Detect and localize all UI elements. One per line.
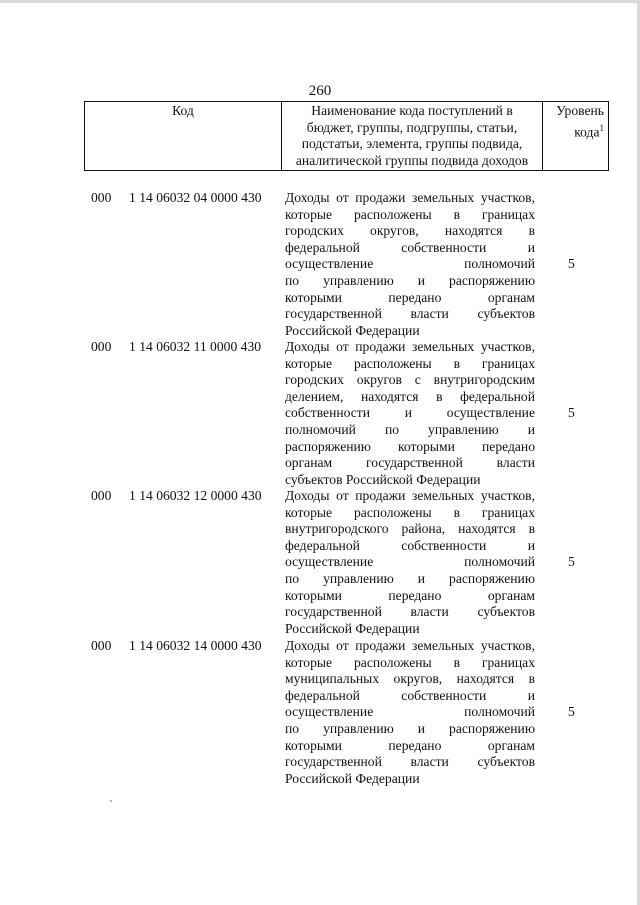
description-line: полномочий по управлению и xyxy=(285,421,535,437)
header-code-label: Код xyxy=(172,103,194,118)
description-line: которые расположены в границах xyxy=(285,206,535,222)
description-line: которые расположены в границах xyxy=(285,654,535,670)
row-prefix: 000 xyxy=(91,190,112,205)
row-description xyxy=(285,488,535,637)
description-line: Российской Федерации xyxy=(285,620,420,636)
description-line: осуществление полномочий xyxy=(285,704,535,720)
description-line: Российской Федерации xyxy=(285,770,420,786)
description-line: собственности и осуществление xyxy=(285,405,535,421)
row-description xyxy=(285,190,535,339)
scan-speck xyxy=(110,800,112,802)
row-level: 5 xyxy=(568,405,575,420)
header-name-line: подстатьи, элемента, группы подвида, xyxy=(301,136,523,152)
header-name xyxy=(282,102,543,171)
header-name-line: бюджет, группы, подгруппы, статьи, xyxy=(306,119,518,135)
description-line: федеральной собственности и xyxy=(285,537,535,553)
description-line: которыми передано органам xyxy=(285,587,535,603)
description-line: государственной власти субъектов xyxy=(285,306,535,322)
description-line: осуществление полномочий xyxy=(285,554,535,570)
header-name-line: аналитической группы подвида доходов xyxy=(295,152,529,168)
description-line: которые расположены в границах xyxy=(285,504,535,520)
description-line: Доходы от продажи земельных участков, xyxy=(285,488,535,503)
description-line: которые расположены в границах xyxy=(285,355,535,371)
footnote-marker: 1 xyxy=(599,122,604,133)
header-level-line: кода xyxy=(574,124,600,140)
row-level: 5 xyxy=(568,554,575,569)
description-line: распоряжению которыми передано xyxy=(285,438,535,454)
description-line: которыми передано органам xyxy=(285,289,535,305)
description-line: внутригородского района, находятся в xyxy=(285,521,535,537)
row-description xyxy=(285,339,535,488)
description-line: по управлению и распоряжению xyxy=(285,720,535,736)
header-table xyxy=(84,101,609,171)
description-line: муниципальных округов, находятся в xyxy=(285,671,535,687)
description-line: федеральной собственности и xyxy=(285,239,535,255)
description-line: городских округов с внутригородским xyxy=(285,372,535,388)
row-code: 1 14 06032 14 0000 430 xyxy=(129,638,262,653)
row-prefix: 000 xyxy=(91,488,112,503)
description-line: государственной власти субъектов xyxy=(285,754,535,770)
description-line: Доходы от продажи земельных участков, xyxy=(285,339,535,354)
header-level xyxy=(543,102,609,171)
header-name-line: Наименование кода поступлений в xyxy=(311,103,513,118)
row-prefix: 000 xyxy=(91,638,112,653)
row-code: 1 14 06032 04 0000 430 xyxy=(129,190,262,205)
description-line: субъектов Российской Федерации xyxy=(285,471,481,487)
description-line: по управлению и распоряжению xyxy=(285,570,535,586)
description-line: Доходы от продажи земельных участков, xyxy=(285,190,535,205)
description-line: Доходы от продажи земельных участков, xyxy=(285,638,535,653)
row-description xyxy=(285,638,535,787)
description-line: осуществление полномочий xyxy=(285,256,535,272)
row-prefix: 000 xyxy=(91,339,112,354)
row-level: 5 xyxy=(568,704,575,719)
page-number: 260 xyxy=(308,83,332,99)
row-level: 5 xyxy=(568,256,575,271)
description-line: органам государственной власти xyxy=(285,455,535,471)
description-line: городских округов, находятся в xyxy=(285,223,535,239)
description-line: которыми передано органам xyxy=(285,737,535,753)
header-code xyxy=(85,102,282,171)
description-line: Российской Федерации xyxy=(285,322,420,338)
description-line: делением, находятся в федеральной xyxy=(285,388,535,404)
description-line: федеральной собственности и xyxy=(285,687,535,703)
description-line: государственной власти субъектов xyxy=(285,604,535,620)
row-code: 1 14 06032 12 0000 430 xyxy=(129,488,262,503)
page-edge-top xyxy=(0,0,640,3)
row-code: 1 14 06032 11 0000 430 xyxy=(129,339,262,354)
description-line: по управлению и распоряжению xyxy=(285,272,535,288)
header-level-line: Уровень xyxy=(556,103,604,118)
